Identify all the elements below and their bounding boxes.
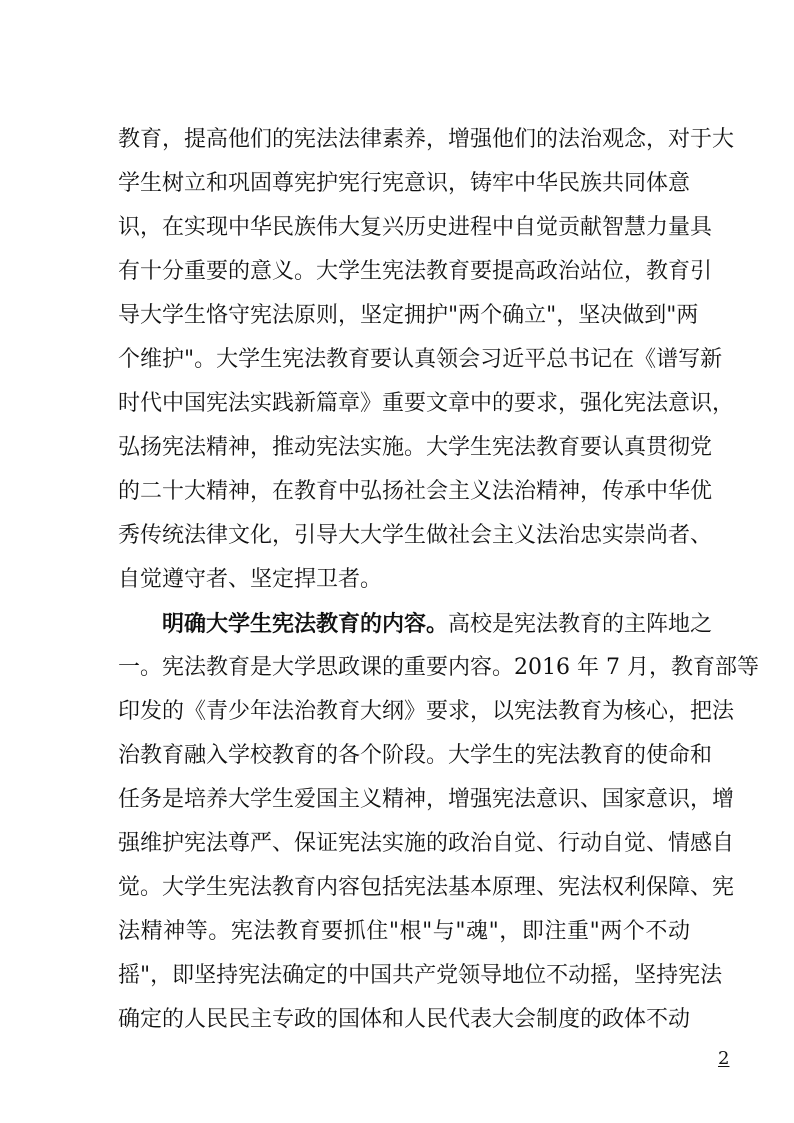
paragraph2-line-9: 摇"，即坚持宪法确定的中国共产党领导地位不动摇，坚持宪法 [118, 963, 723, 988]
paragraph1-line-2: 学生树立和巩固尊宪护宪行宪意识，铸牢中华民族共同体意 [118, 171, 691, 196]
paragraph2-line-3: 印发的《青少年法治教育大纲》要求，以宪法教育为核心，把法 [118, 699, 735, 724]
paragraph1-line-8: 弘扬宪法精神，推动宪法实施。大学生宪法教育要认真贯彻党 [118, 435, 713, 460]
paragraph2-line-7: 觉。大学生宪法教育内容包括宪法基本原理、宪法权利保障、宪 [118, 875, 735, 900]
paragraph1-line-5: 导大学生恪守宪法原则，坚定拥护"两个确立"，坚决做到"两 [118, 303, 699, 328]
paragraph1-line-6: 个维护"。大学生宪法教育要认真领会习近平总书记在《谱写新 [118, 347, 723, 372]
paragraph1-line-3: 识，在实现中华民族伟大复兴历史进程中自觉贡献智慧力量具 [118, 215, 713, 240]
paragraph1-line-1: 教育，提高他们的宪法法律素养，增强他们的法治观念，对于大 [118, 127, 735, 152]
paragraph2-line-5: 任务是培养大学生爱国主义精神，增强宪法意识、国家意识，增 [118, 787, 735, 812]
paragraph1-line-4: 有十分重要的意义。大学生宪法教育要提高政治站位，教育引 [118, 259, 713, 284]
paragraph2-line-8: 法精神等。宪法教育要抓住"根"与"魂"，即注重"两个不动 [118, 919, 690, 944]
paragraph2-line-2: 一。宪法教育是大学思政课的重要内容。2016 年 7 月，教育部等 [118, 655, 759, 680]
paragraph1-line-11: 自觉遵守者、坚定捍卫者。 [118, 567, 383, 592]
paragraph2-line-4: 治教育融入学校教育的各个阶段。大学生的宪法教育的使命和 [118, 743, 713, 768]
paragraph2-line-6: 强维护宪法尊严、保证宪法实施的政治自觉、行动自觉、情感自 [118, 831, 735, 856]
paragraph2-first-line [162, 602, 713, 646]
page-number: 2 [718, 1048, 730, 1069]
paragraph1-line-10: 秀传统法律文化，引导大大学生做社会主义法治忠实崇尚者、 [118, 523, 713, 548]
paragraph1-line-9: 的二十大精神，在教育中弘扬社会主义法治精神，传承中华优 [118, 479, 713, 504]
paragraph2-first-line-rest: 高校是宪法教育的主阵地之 [448, 612, 713, 637]
paragraph2-heading: 明确大学生宪法教育的内容。 [162, 611, 449, 637]
paragraph1-line-7: 时代中国宪法实践新篇章》重要文章中的要求，强化宪法意识， [118, 391, 735, 416]
paragraph2-line-10: 确定的人民民主专政的国体和人民代表大会制度的政体不动 [118, 1007, 691, 1032]
